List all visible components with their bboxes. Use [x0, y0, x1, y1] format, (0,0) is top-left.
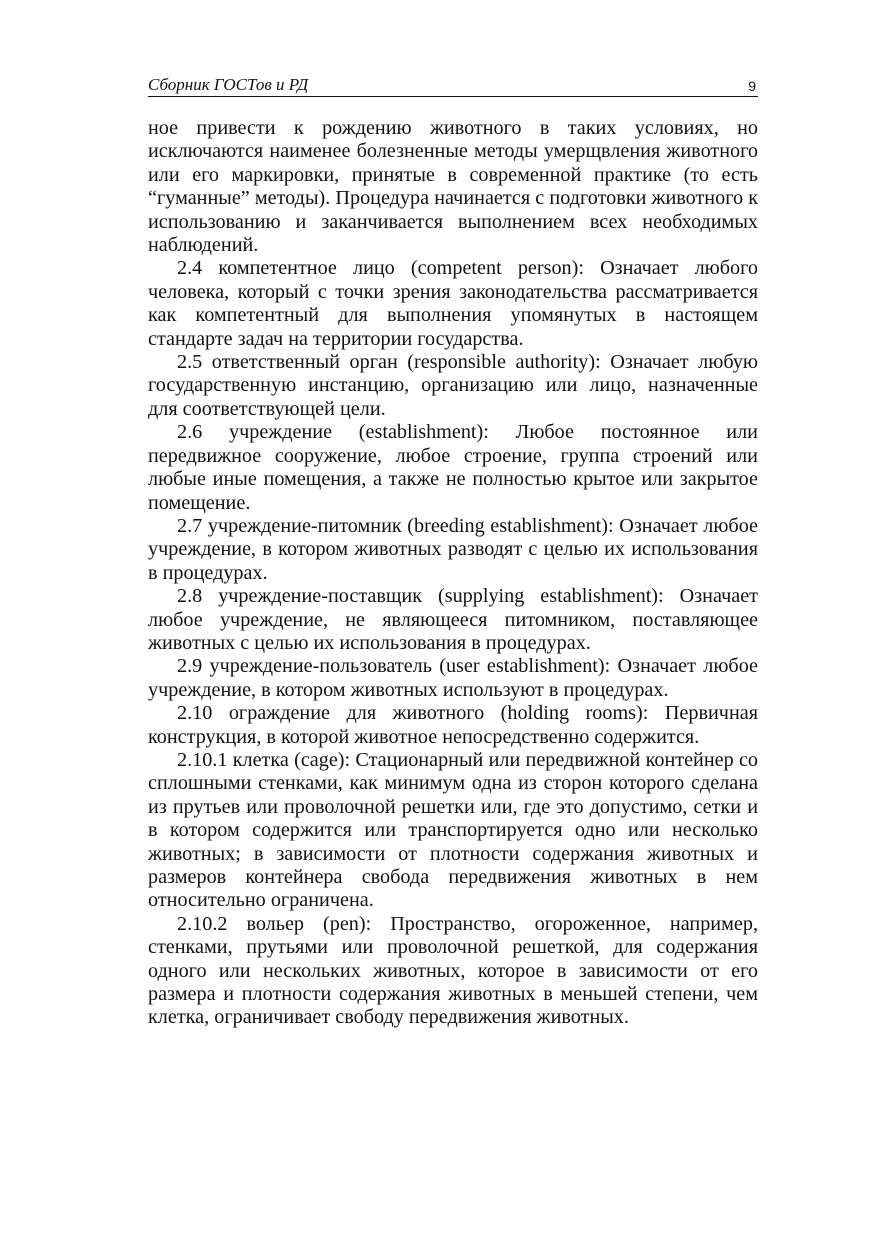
- definition-2-8-supplying-establishment: 2.8 учреждение-поставщик (supplying establishment): Означает любое учреждение, не являющееся питомником, поставляющее животных с целью их использования в процедурах.: [148, 585, 758, 654]
- definition-2-10-1-cage: 2.10.1 клетка (cage): Стационарный или передвижной контейнер со сплошными стенками, как минимум одна из сторон которого сделана из прутьев или проволочной решетки или, где это допустимо, сетки и в котором содержится или транспортируется одно или несколько животных; в зависимости от плотности содержания животных и размеров контейнера свобода передвижения животных в нем относительно ограничена.: [148, 748, 758, 912]
- running-header: [148, 74, 758, 97]
- definition-2-10-2-pen: 2.10.2 вольер (pen): Пространство, огороженное, например, стенками, прутьями или проволочной решеткой, для содержания одного или нескольких животных, которое в зависимости от его размера и плотности содержания животных в меньшей степени, чем клетка, ограничивает свободу передвижения животных.: [148, 912, 758, 1029]
- page-number: 9: [748, 78, 756, 94]
- definition-2-6-establishment: 2.6 учреждение (establishment): Любое постоянное или передвижное сооружение, любое строение, группа строений или любые иные помещения, а также не полностью крытое или закрытое помещение.: [148, 421, 758, 514]
- running-title: Сборник ГОСТов и РД: [148, 75, 309, 94]
- definition-2-4-competent-person: 2.4 компетентное лицо (competent person): Означает любого человека, который с точки зрения законодательства рассматривается как компетентный для выполнения упомянутых в настоящем стандарте задач на территории государства.: [148, 257, 758, 350]
- definition-2-7-breeding-establishment: 2.7 учреждение-питомник (breeding establishment): Означает любое учреждение, в котором животных разводят с целью их использования в процедурах.: [148, 514, 758, 584]
- definition-2-5-responsible-authority: 2.5 ответственный орган (responsible authority): Означает любую государственную инстанцию, организацию или лицо, назначенные для соответствующей цели.: [148, 351, 758, 420]
- document-body: [148, 117, 758, 1030]
- definition-2-9-user-establishment: 2.9 учреждение-пользователь (user establishment): Означает любое учреждение, в котором животных используют в процедурах.: [148, 655, 758, 701]
- paragraph-continuation: ное привести к рождению животного в таких условиях, но исключаются наименее болезненные методы умерщвления животного или его маркировки, принятые в современной практике (то есть “гуманные” методы). Процедура начинается с подготовки животного к использованию и заканчивается выполнением всех необходимых наблюдений.: [148, 117, 758, 257]
- document-page: [148, 74, 758, 1030]
- definition-2-10-holding-rooms: 2.10 ограждение для животного (holding rooms): Первичная конструкция, в которой животное непосредственно содержится.: [148, 702, 758, 748]
